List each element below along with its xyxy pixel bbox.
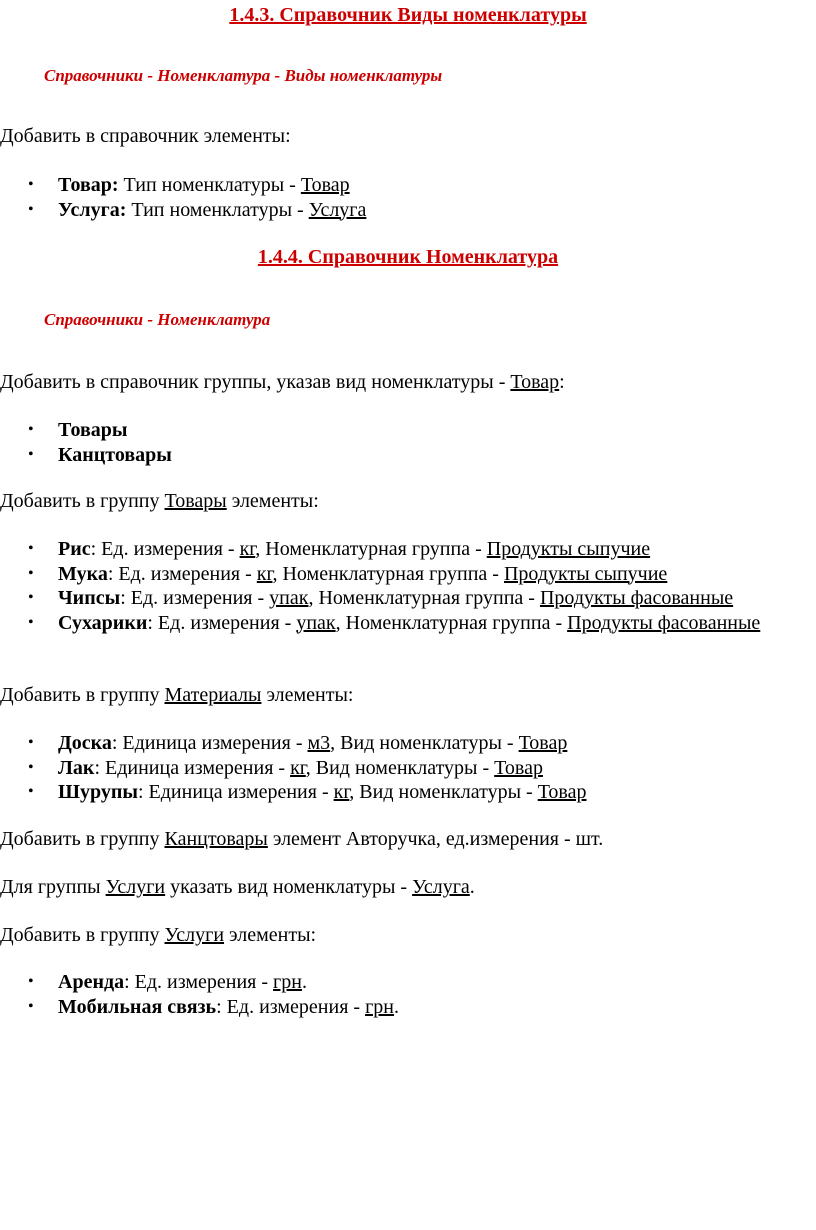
list-item: • Рис: Ед. измерения - кг, Номенклатурная группа - Продукты сыпучие: [0, 537, 798, 562]
stationery-text: Добавить в группу Канцтовары элемент Авторучка, ед.измерения - шт.: [0, 828, 604, 850]
list-item: • Мука: Ед. измерения - кг, Номенклатурная группа - Продукты сыпучие: [0, 562, 798, 587]
list-item: • Мобильная связь: Ед. измерения - грн.: [0, 995, 798, 1020]
list-item: • Услуга: Тип номенклатуры - Услуга: [0, 198, 798, 223]
section-heading-nomenclature: 1.4.4. Справочник Номенклатура: [257, 246, 559, 268]
intro-text: Добавить в справочник элементы:: [0, 125, 291, 147]
services-kind-text: Для группы Услуги указать вид номенклатуры - Услуга.: [0, 876, 475, 898]
goods-list: [0, 537, 798, 635]
groups-intro-text: Добавить в справочник группы, указав вид номенклатуры - Товар:: [0, 371, 565, 393]
list-item: • Лак: Единица измерения - кг, Вид номенклатуры - Товар: [0, 756, 798, 781]
list-item: • Шурупы: Единица измерения - кг, Вид номенклатуры - Товар: [0, 780, 798, 805]
list-item: • Товары: [0, 418, 798, 443]
navigation-path: Справочники - Номенклатура - Виды номенклатуры: [44, 66, 443, 85]
materials-list: [0, 731, 798, 805]
services-list: [0, 970, 798, 1019]
list-item: • Товар: Тип номенклатуры - Товар: [0, 173, 798, 198]
list-item: • Канцтовары: [0, 443, 798, 468]
services-intro-text: Добавить в группу Услуги элементы:: [0, 924, 317, 946]
list-item: • Доска: Единица измерения - м3, Вид номенклатуры - Товар: [0, 731, 798, 756]
materials-intro-text: Добавить в группу Материалы элементы:: [0, 684, 354, 706]
nomenclature-types-list: [0, 173, 798, 222]
groups-list: [0, 418, 798, 467]
list-item: • Чипсы: Ед. измерения - упак, Номенклатурная группа - Продукты фасованные: [0, 586, 798, 611]
navigation-path: Справочники - Номенклатура: [44, 310, 271, 329]
goods-intro-text: Добавить в группу Товары элементы:: [0, 490, 319, 512]
section-heading-nomenclature-types: 1.4.3. Справочник Виды номенклатуры: [229, 4, 587, 26]
list-item: • Аренда: Ед. измерения - грн.: [0, 970, 798, 995]
list-item: • Сухарики: Ед. измерения - упак, Номенклатурная группа - Продукты фасованные: [0, 611, 798, 636]
